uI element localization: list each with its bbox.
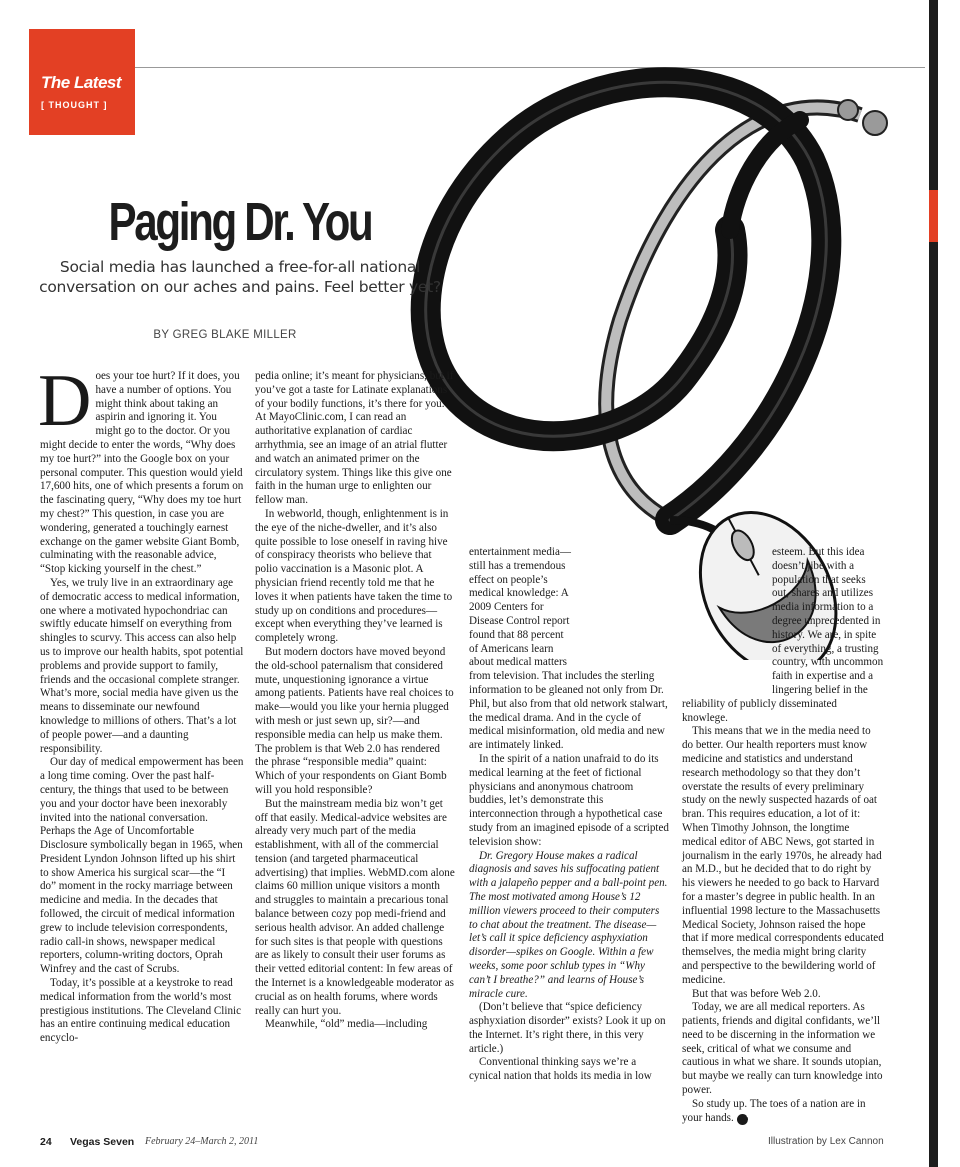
paragraph: In the spirit of a nation unafraid to do its medical learning at the feet of fictional physicians and anonymous chatroom buddies, let’s demonstrate this interconnection through a hypothetical case study from an imagined episode of a scripted television show: [469, 752, 669, 848]
paragraph: Meanwhile, “old” media—including [265, 1018, 428, 1031]
paragraph: Conventional thinking says we’re a cynical nation that holds its media in low [469, 1056, 652, 1083]
final-sentence: So study up. The toes of a nation are in your hands. [682, 1097, 866, 1124]
paragraph: But modern doctors have moved beyond the old-school paternalism that considered mute, unquestioning ignorance a virtue among patients. Patients have real choices to make—would you like your hernia plugged with mesh or just sewn up, sir?—and responsible media can help us make them. The problem is that Web 2.0 has rendered the phrase “responsible media” quaint: Which of your respondents on Giant Bomb will you hold responsible? [255, 645, 454, 796]
paragraph: esteem. But this idea doesn’t jibe with a population that seeks out, shares and utilizes media information to a degree unprecedented in history. We are, in spite of everything, a trusting country, with uncommon faith in expertise and a lingering belief in the reliability of publicly disseminated knowlege. [682, 546, 884, 724]
illustration-credit: Illustration by Lex Cannon [768, 1136, 884, 1147]
section-tag: [ THOUGHT ] [41, 100, 108, 110]
page-edge-bar [929, 0, 938, 1167]
paragraph: entertainment media—still has a tremendous effect on people’s medical knowledge: A 2009 Centers for Disease Control report found that 88 percent of Americans learn about medical matters from television. That includes the sterling information to be gleaned not only from Dr. Phil, but also from that old network stalwart, the medical drama. And in the cycle of medical misinformation, old media and new are intimately linked. [469, 546, 668, 752]
end-mark-icon: 7 [737, 1114, 748, 1125]
paragraph: Today, it’s possible at a keystroke to read medical information from the world’s most prestigious institutions. The Cleveland Clinic has an entire continuing medical education encyclo- [40, 977, 242, 1045]
paragraph: This means that we in the media need to do better. Our health reporters must know medicine and statistics and understand research methodology so that they don’t overstate the results of every preliminary study on the newly suspected hazards of oat bran. This requires education, a lot of it: When Timothy Johnson, the longtime medical editor of ABC News, got started in journalism in the early 1970s, he already had an M.D., but he decided that to do right by his viewers he needed to go back to Harvard for a master’s degree in public health. In an influential 1998 lecture to the Massachusetts Medical Society, Johnson raised the hope that if more medical correspondents educated themselves, the media might bring clarity and perspective to the bewildering world of medicine. [682, 725, 884, 986]
paragraph-final [682, 1098, 884, 1126]
italic-paragraph: Dr. Gregory House makes a radical diagnosis and saves his suffocating patient with a jalapeño pepper and a ball-point pen. The most motivated among House’s 12 million viewers proceed to their computers to chat about the treatment. The disease—let’s call it spice deficiency asphyxiation disorder—spikes on Google. Within a few weeks, some poor schlub types in “Why can’t I breathe?” and learns of House’s miracle cure. [469, 849, 668, 1000]
deck: Social media has launched a free-for-all national conversation on our aches and pains. Feel better yet? [39, 258, 441, 296]
article-column-2 [255, 370, 455, 1032]
article-column-4 [682, 546, 884, 1125]
wrap-spacer [574, 546, 669, 666]
paragraph: Our day of medical empowerment has been a long time coming. Over the past half-century, the things that used to be between you and your doctor have been inexorably invited into the national conversation. Perhaps the Age of Uncomfortable Disclosure symbolically began in 1965, when President Lyndon Johnson lifted up his shirt to show America his surgical scar—the “I do” moment in the rocky marriage between medicine and media. In the decades that followed, the circuit of medical information grew to include television correspondents, radio call-in shows, newspaper medical reporters, column-writing doctors, Oprah Winfrey and the cast of Scrubs. [40, 756, 244, 976]
paragraph: But that was before Web 2.0. [692, 987, 821, 1000]
byline: BY GREG BLAKE MILLER [153, 329, 297, 341]
magazine-name: Vegas Seven [70, 1136, 135, 1148]
paragraph: Today, we are all medical reporters. As patients, friends and digital confidants, we’ll need to be discerning in the information we seek, critical of what we consume and cautious in what we share. It sounds utopian, but maybe we really can turn knowledge into power. [682, 1001, 883, 1097]
paragraph: In webworld, though, enlightenment is in the eye of the niche-dweller, and it’s also quite possible to lose oneself in raving hive of conspiracy theorists who believe that polio vaccination is a Masonic plot. A physician friend recently told me that he loves it when patients have taken the time to study up on conditions and procedures—except when everything they’ve learned is completely wrong. [255, 507, 453, 645]
drop-cap: D [38, 360, 92, 442]
article-column-3 [469, 546, 669, 1084]
page-edge-tab [929, 190, 938, 242]
paragraph: oes your toe hurt? If it does, you have a number of options. You might think about taking an aspirin and ignoring it. You might go to the doctor. Or you might decide to enter the words, “Why does my toe hurt?” into the Google box on your personal computer. This question would yield 17,600 hits, one of which presents a forum on the fascinating query, “Why does my toe hurt my chest?” This question, in case you are wondering, generated a touchingly earnest exchange on the gamer website Giant Bomb, culminating with the reasonable advice, “Stop kicking yourself in the chest.” [40, 370, 244, 576]
wrap-spacer [682, 546, 772, 686]
article-column-1 [38, 360, 244, 1046]
page-number: 24 [40, 1136, 52, 1148]
headline: Paging Dr. You [108, 192, 372, 252]
paragraph: Yes, we truly live in an extraordinary age of democratic access to medical information, one where a motivated hypochondriac can swiftly educate himself on everything from shingles to scurvy. This access can also help us to improve our health habits, spot potential problems and provide support to family, friends and the occasional complete stranger. What’s more, social media have given us the means to disseminate our newfound knowledge to millions of others. That’s a lot of people power—and a daunting responsibility. [40, 576, 244, 755]
issue-date: February 24–March 2, 2011 [145, 1136, 259, 1147]
section-badge [29, 29, 135, 135]
paragraph: (Don’t believe that “spice deficiency asphyxiation disorder” exists? Look it up on the Internet. It’s right there, in this very article.) [469, 1001, 666, 1055]
paragraph: pedia online; it’s meant for physicians, but if you’ve got a taste for Latinate explanations of your bodily functions, it’s there for you. At MayoClinic.com, I can read an authoritative explanation of cardiac arrhythmia, see an image of an atrial flutter and watch an animated primer on the circulatory system. Things like this give one faith in the human urge to enlighten our fellow man. [255, 370, 454, 507]
section-title: The Latest [41, 73, 122, 92]
paragraph: But the mainstream media biz won’t get off that easily. Medical-advice websites are already very much part of the media establishment, with all of the commercial tension (and targeted pharmaceutical advertising) that implies. WebMD.com alone claims 60 million unique visitors a month and struggles to maintain a precarious tonal balance between cozy pop medi-friend and serious health advisor. An added challenge for such sites is that people with questions are as likely to consult their user forums as their vetted editorial content: In few areas of the Internet is a knowledgeable moderator as crucial as on health forums, where words really can hurt you. [255, 797, 455, 1017]
